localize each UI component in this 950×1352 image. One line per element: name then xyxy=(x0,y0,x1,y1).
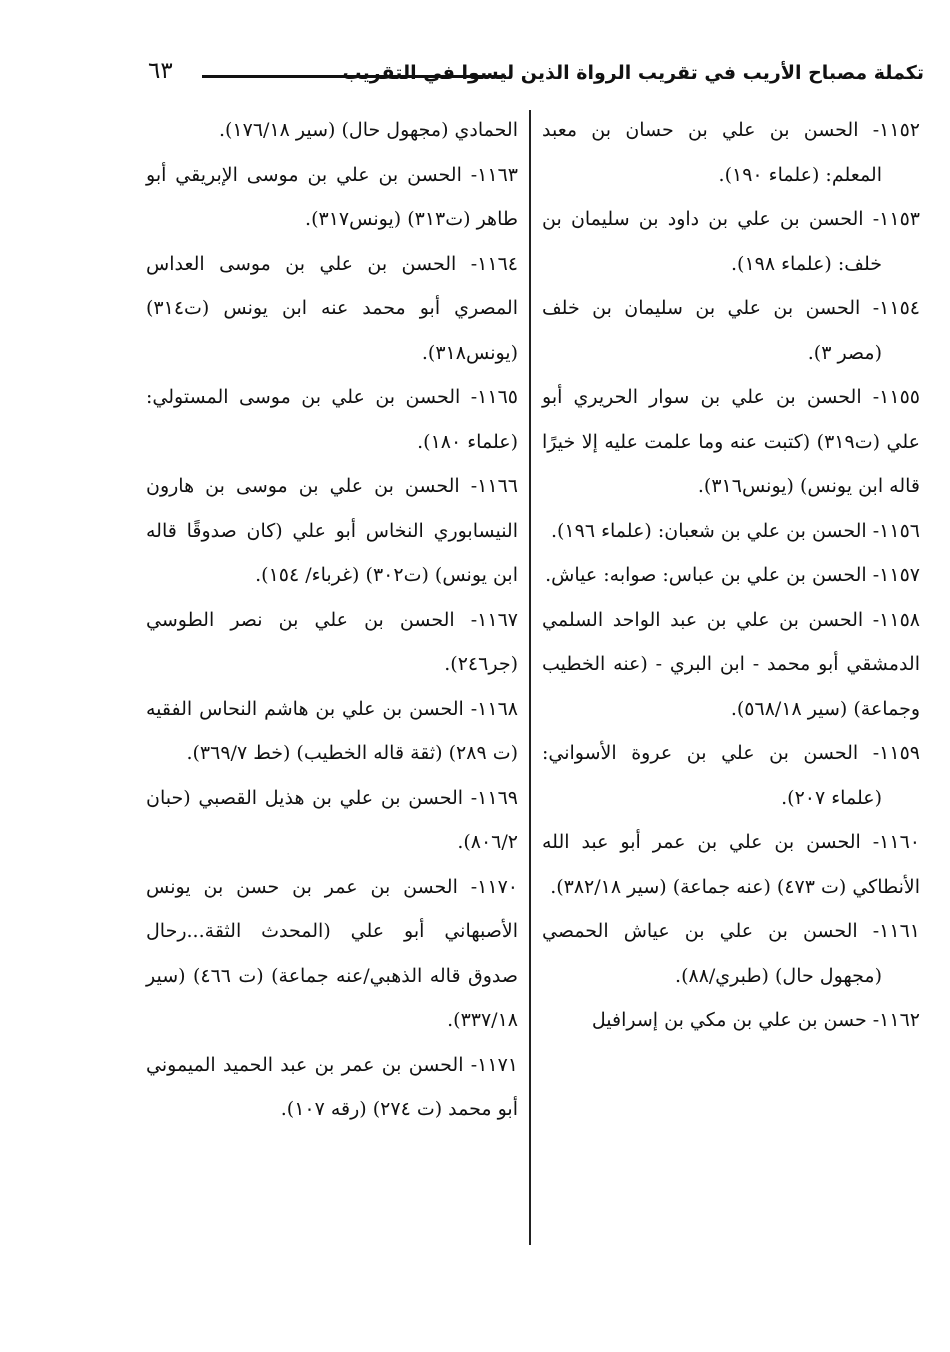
entry-1160: ١١٦٠- الحسن بن علي بن عمر أبو عبد الله الأنطاكي (ت ٤٧٣) (عنه جماعة) (سير ٣٨٢/١٨). xyxy=(542,831,920,898)
entry-1164: ١١٦٤- الحسن بن علي بن موسى العداس المصري أبو محمد عنه ابن يونس (ت٣١٤) (يونس٣١٨). xyxy=(146,252,518,364)
entry-1171: ١١٧١- الحسن بن عمر بن عبد الحميد الميموني أبو محمد (ت ٢٧٤) (رقه ١٠٧). xyxy=(146,1053,518,1120)
page-header xyxy=(148,58,924,98)
entry-1158: ١١٥٨- الحسن بن علي بن عبد الواحد السلمي الدمشقي أبو محمد - ابن البري - (عنه الخطيب وجماعة) (سير ٥٦٨/١٨). xyxy=(542,608,920,720)
header-rule xyxy=(202,75,506,78)
entry-1152: ١١٥٢- الحسن بن علي بن حسان بن معبد المعلم: (علماء ١٩٠). xyxy=(542,119,920,186)
entry-1163: ١١٦٣- الحسن بن علي بن موسى الإبريقي أبو طاهر (ت٣١٣) (يونس٣١٧). xyxy=(146,163,518,230)
entry-1170: ١١٧٠- الحسن بن عمر بن حسن بن يونس الأصبهاني أبو علي (المحدث الثقة...رحال صدوق قاله الذهبي/عنه جماعة) (ت ٤٦٦) (سير ٣٣٧/١٨). xyxy=(146,875,518,1031)
page-number: ٦٣ xyxy=(148,58,173,84)
entry-1154: ١١٥٤- الحسن بن علي بن سليمان بن خلف (مصر ٣). xyxy=(542,297,920,364)
entry-1157: ١١٥٧- الحسن بن علي بن عباس: صوابه: عياش. xyxy=(545,564,920,586)
entry-continuation: الحمادي (مجهول حال) (سير ١٧٦/١٨). xyxy=(218,119,518,141)
column-divider xyxy=(529,110,531,1245)
entry-1155: ١١٥٥- الحسن بن علي بن سوار الحريري أبو علي (ت٣١٩) (كتبت عنه وما علمت عليه إلا خيرًا قاله ابن يونس) (يونس٣١٦). xyxy=(542,386,920,497)
running-title: تكملة مصباح الأريب في تقريب الرواة الذين ليسوا في التقريب xyxy=(342,62,924,84)
left-column xyxy=(146,108,518,1248)
entry-1153: ١١٥٣- الحسن بن علي بن داود بن سليمان بن خلف: (علماء ١٩٨). xyxy=(542,208,920,275)
entry-1166: ١١٦٦- الحسن بن علي بن موسى بن هارون النيسابوري النخاس أبو علي (كان صدوقًا قاله ابن يونس) (ت٣٠٢) (غرباء/ ١٥٤). xyxy=(146,475,518,586)
entry-1167: ١١٦٧- الحسن بن علي بن نصر الطوسي (جر٢٤٦). xyxy=(146,608,518,675)
entry-1156: ١١٥٦- الحسن بن علي بن شعبان: (علماء ١٩٦). xyxy=(550,519,920,542)
entry-1162: ١١٦٢- حسن بن علي بن مكي بن إسرافيل xyxy=(591,1009,920,1031)
right-column xyxy=(542,108,920,1248)
entry-1159: ١١٥٩- الحسن بن علي بن عروة الأسواني: (علماء ٢٠٧). xyxy=(542,742,920,809)
entry-1161: ١١٦١- الحسن بن علي بن عياش الحمصي (مجهول حال) (طبري/٨٨). xyxy=(542,920,920,987)
entry-1169: ١١٦٩- الحسن بن علي بن هذيل القصبي (حبان ٨٠٦/٢). xyxy=(146,786,518,853)
entry-1165: ١١٦٥- الحسن بن علي بن موسى المستولي: (علماء ١٨٠). xyxy=(146,386,518,453)
entry-1168: ١١٦٨- الحسن بن علي بن هاشم النحاس الفقيه (ت ٢٨٩) (ثقة قاله الخطيب) (خط ٣٦٩/٧). xyxy=(146,697,518,764)
